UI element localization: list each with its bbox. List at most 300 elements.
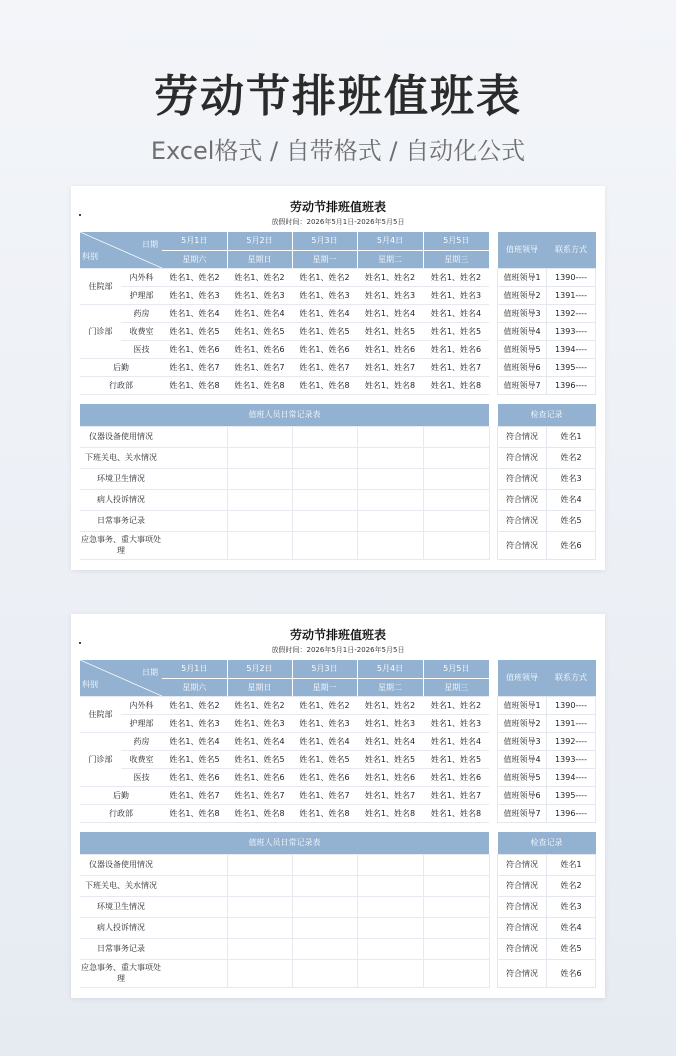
log-entry-cell (162, 896, 227, 917)
staff-cell: 姓名1、姓名4 (423, 304, 489, 322)
leader-contact-table (497, 232, 596, 395)
weekday-header: 星期三 (423, 250, 489, 268)
daily-log-table (80, 832, 490, 988)
log-item-label: 下班关电、关水情况 (80, 447, 162, 468)
log-item-label: 应急事务、重大事项处理 (80, 959, 162, 987)
staff-cell: 姓名1、姓名2 (162, 268, 227, 286)
log-entry-cell (227, 917, 292, 938)
log-entry-cell (292, 510, 357, 531)
table-row (80, 358, 489, 376)
staff-cell: 姓名1、姓名7 (227, 786, 292, 804)
staff-cell: 姓名1、姓名8 (162, 376, 227, 394)
log-item-label: 日常事务记录 (80, 510, 162, 531)
hero-subtitle: Excel格式 / 自带格式 / 自动化公式 (150, 137, 526, 165)
leader-name: 值班领导7 (498, 804, 547, 822)
leader-header: 值班领导 (498, 660, 547, 696)
leader-name: 值班领导7 (498, 376, 547, 394)
department-cell: 门诊部 (80, 304, 121, 358)
log-entry-cell (292, 489, 357, 510)
checker-name: 姓名5 (547, 938, 596, 959)
staff-cell: 姓名1、姓名3 (162, 714, 227, 732)
log-entry-cell (227, 510, 292, 531)
list-item (498, 917, 596, 938)
table-row (80, 322, 489, 340)
checker-name: 姓名4 (547, 917, 596, 938)
check-status: 符合情况 (498, 489, 547, 510)
leader-name: 值班领导2 (498, 714, 547, 732)
leader-name: 值班领导5 (498, 768, 547, 786)
staff-cell: 姓名1、姓名5 (357, 322, 423, 340)
staff-cell: 姓名1、姓名2 (292, 268, 357, 286)
department-cell: 后勤 (80, 786, 162, 804)
staff-cell: 姓名1、姓名4 (357, 304, 423, 322)
check-status: 符合情况 (498, 426, 547, 447)
staff-cell: 姓名1、姓名2 (292, 696, 357, 714)
staff-cell: 姓名1、姓名5 (227, 322, 292, 340)
log-entry-cell (292, 854, 357, 875)
table-row (80, 917, 489, 938)
log-entry-cell (357, 917, 423, 938)
staff-cell: 姓名1、姓名5 (357, 750, 423, 768)
staff-cell: 姓名1、姓名7 (292, 358, 357, 376)
list-item (498, 854, 596, 875)
department-cell: 后勤 (80, 358, 162, 376)
department-cell: 行政部 (80, 804, 162, 822)
sheet-title: 劳动节排班值班表 (289, 200, 386, 214)
log-entry-cell (423, 531, 489, 559)
staff-cell: 姓名1、姓名6 (162, 340, 227, 358)
weekday-header: 星期二 (357, 250, 423, 268)
staff-cell: 姓名1、姓名8 (227, 376, 292, 394)
leader-phone: 1392---- (547, 304, 596, 322)
table-row (80, 286, 489, 304)
list-item (498, 896, 596, 917)
staff-cell: 姓名1、姓名8 (292, 804, 357, 822)
check-status: 符合情况 (498, 938, 547, 959)
leader-name: 值班领导6 (498, 786, 547, 804)
section-cell: 内外科 (121, 696, 162, 714)
staff-cell: 姓名1、姓名3 (227, 286, 292, 304)
list-item (498, 358, 596, 376)
leader-phone: 1396---- (547, 804, 596, 822)
leader-phone: 1392---- (547, 732, 596, 750)
log-entry-cell (227, 531, 292, 559)
staff-cell: 姓名1、姓名5 (162, 322, 227, 340)
table-row (80, 268, 489, 286)
check-status: 符合情况 (498, 896, 547, 917)
staff-cell: 姓名1、姓名4 (292, 732, 357, 750)
list-item (498, 959, 596, 987)
schedule-sheet-preview (71, 614, 605, 998)
staff-cell: 姓名1、姓名8 (292, 376, 357, 394)
daily-log-table (80, 404, 490, 560)
log-entry-cell (423, 489, 489, 510)
log-entry-cell (227, 854, 292, 875)
log-entry-cell (423, 854, 489, 875)
log-entry-cell (357, 896, 423, 917)
list-item (498, 750, 596, 768)
leader-phone: 1396---- (547, 376, 596, 394)
check-header: 检查记录 (498, 404, 596, 426)
log-entry-cell (357, 426, 423, 447)
list-item (498, 714, 596, 732)
list-item (498, 322, 596, 340)
log-entry-cell (162, 917, 227, 938)
log-header: 值班人员日常记录表 (80, 832, 489, 854)
staff-cell: 姓名1、姓名4 (227, 304, 292, 322)
log-entry-cell (292, 426, 357, 447)
log-entry-cell (227, 959, 292, 987)
staff-cell: 姓名1、姓名3 (227, 714, 292, 732)
checker-name: 姓名3 (547, 896, 596, 917)
staff-cell: 姓名1、姓名7 (423, 358, 489, 376)
list-item (498, 531, 596, 559)
table-row (80, 959, 489, 987)
log-entry-cell (292, 875, 357, 896)
staff-cell: 姓名1、姓名5 (227, 750, 292, 768)
log-entry-cell (227, 426, 292, 447)
staff-cell: 姓名1、姓名3 (423, 714, 489, 732)
leader-phone: 1394---- (547, 340, 596, 358)
log-entry-cell (357, 468, 423, 489)
log-entry-cell (357, 938, 423, 959)
table-row (80, 804, 489, 822)
log-entry-cell (423, 875, 489, 896)
table-row (80, 786, 489, 804)
section-cell: 医技 (121, 768, 162, 786)
holiday-period: 放假时间：2026年5月1日-2026年5月5日 (271, 646, 405, 654)
sheet-title: 劳动节排班值班表 (289, 628, 386, 642)
table-row (80, 304, 489, 322)
table-row (80, 896, 489, 917)
log-entry-cell (423, 959, 489, 987)
table-row (80, 426, 489, 447)
staff-cell: 姓名1、姓名5 (292, 750, 357, 768)
staff-cell: 姓名1、姓名6 (423, 768, 489, 786)
staff-cell: 姓名1、姓名2 (357, 268, 423, 286)
staff-cell: 姓名1、姓名4 (227, 732, 292, 750)
list-item (498, 732, 596, 750)
date-header: 5月3日 (292, 660, 357, 678)
leader-name: 值班领导1 (498, 696, 547, 714)
log-entry-cell (423, 426, 489, 447)
schedule-table (80, 232, 489, 395)
list-item (498, 938, 596, 959)
staff-cell: 姓名1、姓名3 (357, 286, 423, 304)
corner-category-label: 科别 (82, 251, 98, 261)
leader-name: 值班领导3 (498, 304, 547, 322)
log-entry-cell (162, 531, 227, 559)
list-item (498, 786, 596, 804)
log-entry-cell (357, 510, 423, 531)
table-row (80, 447, 489, 468)
section-cell: 内外科 (121, 268, 162, 286)
log-entry-cell (162, 959, 227, 987)
leader-name: 值班领导3 (498, 732, 547, 750)
log-entry-cell (227, 489, 292, 510)
table-row (80, 732, 489, 750)
staff-cell: 姓名1、姓名6 (162, 768, 227, 786)
table-row (80, 875, 489, 896)
department-cell: 住院部 (80, 268, 121, 304)
log-item-label: 仪器设备使用情况 (80, 426, 162, 447)
weekday-header: 星期日 (227, 250, 292, 268)
list-item (498, 340, 596, 358)
log-entry-cell (423, 468, 489, 489)
list-item (498, 804, 596, 822)
log-entry-cell (162, 510, 227, 531)
check-status: 符合情况 (498, 959, 547, 987)
leader-phone: 1391---- (547, 714, 596, 732)
staff-cell: 姓名1、姓名8 (357, 804, 423, 822)
staff-cell: 姓名1、姓名6 (423, 340, 489, 358)
date-header: 5月1日 (162, 660, 227, 678)
weekday-header: 星期一 (292, 250, 357, 268)
log-entry-cell (357, 854, 423, 875)
log-entry-cell (162, 489, 227, 510)
log-item-label: 应急事务、重大事项处理 (80, 531, 162, 559)
checker-name: 姓名2 (547, 875, 596, 896)
staff-cell: 姓名1、姓名2 (162, 696, 227, 714)
leader-phone: 1395---- (547, 358, 596, 376)
weekday-header: 星期日 (227, 678, 292, 696)
log-item-label: 仪器设备使用情况 (80, 854, 162, 875)
department-cell: 门诊部 (80, 732, 121, 786)
staff-cell: 姓名1、姓名3 (357, 714, 423, 732)
staff-cell: 姓名1、姓名7 (162, 786, 227, 804)
corner-category-label: 科别 (82, 679, 98, 689)
department-cell: 住院部 (80, 696, 121, 732)
leader-header: 值班领导 (498, 232, 547, 268)
table-row (80, 531, 489, 559)
staff-cell: 姓名1、姓名5 (423, 750, 489, 768)
list-item (498, 447, 596, 468)
date-header: 5月4日 (357, 232, 423, 250)
leader-name: 值班领导4 (498, 322, 547, 340)
holiday-period: 放假时间：2026年5月1日-2026年5月5日 (271, 218, 405, 226)
log-entry-cell (292, 938, 357, 959)
list-item (498, 510, 596, 531)
header-corner (80, 660, 162, 696)
corner-date-label: 日期 (142, 240, 158, 249)
log-item-label: 日常事务记录 (80, 938, 162, 959)
log-entry-cell (162, 854, 227, 875)
log-entry-cell (423, 896, 489, 917)
check-status: 符合情况 (498, 468, 547, 489)
staff-cell: 姓名1、姓名8 (423, 804, 489, 822)
staff-cell: 姓名1、姓名3 (162, 286, 227, 304)
date-header: 5月2日 (227, 660, 292, 678)
leader-phone: 1393---- (547, 750, 596, 768)
list-item (498, 426, 596, 447)
leader-contact-table (497, 660, 596, 823)
log-entry-cell (357, 875, 423, 896)
date-header: 5月4日 (357, 660, 423, 678)
table-row (80, 714, 489, 732)
header-corner (80, 232, 162, 268)
staff-cell: 姓名1、姓名2 (423, 268, 489, 286)
staff-cell: 姓名1、姓名6 (292, 340, 357, 358)
check-status: 符合情况 (498, 875, 547, 896)
weekday-header: 星期六 (162, 678, 227, 696)
section-cell: 药房 (121, 732, 162, 750)
staff-cell: 姓名1、姓名4 (292, 304, 357, 322)
checker-name: 姓名2 (547, 447, 596, 468)
staff-cell: 姓名1、姓名2 (357, 696, 423, 714)
log-entry-cell (292, 468, 357, 489)
table-row (80, 468, 489, 489)
log-header: 值班人员日常记录表 (80, 404, 489, 426)
log-entry-cell (292, 959, 357, 987)
log-entry-cell (227, 875, 292, 896)
list-item (498, 304, 596, 322)
weekday-header: 星期一 (292, 678, 357, 696)
date-header: 5月2日 (227, 232, 292, 250)
weekday-header: 星期六 (162, 250, 227, 268)
weekday-header: 星期三 (423, 678, 489, 696)
leader-name: 值班领导2 (498, 286, 547, 304)
leader-name: 值班领导5 (498, 340, 547, 358)
section-cell: 收费室 (121, 750, 162, 768)
log-entry-cell (423, 447, 489, 468)
staff-cell: 姓名1、姓名6 (357, 768, 423, 786)
log-entry-cell (357, 531, 423, 559)
date-header: 5月5日 (423, 660, 489, 678)
log-item-label: 下班关电、关水情况 (80, 875, 162, 896)
check-status: 符合情况 (498, 447, 547, 468)
checker-name: 姓名1 (547, 854, 596, 875)
list-item (498, 768, 596, 786)
staff-cell: 姓名1、姓名5 (162, 750, 227, 768)
schedule-table (80, 660, 489, 823)
log-item-label: 病人投诉情况 (80, 917, 162, 938)
check-record-table (497, 404, 596, 560)
log-item-label: 病人投诉情况 (80, 489, 162, 510)
staff-cell: 姓名1、姓名8 (162, 804, 227, 822)
check-status: 符合情况 (498, 510, 547, 531)
checker-name: 姓名1 (547, 426, 596, 447)
check-record-table (497, 832, 596, 988)
staff-cell: 姓名1、姓名4 (162, 304, 227, 322)
staff-cell: 姓名1、姓名7 (292, 786, 357, 804)
staff-cell: 姓名1、姓名3 (423, 286, 489, 304)
list-item (498, 468, 596, 489)
date-header: 5月3日 (292, 232, 357, 250)
log-entry-cell (227, 468, 292, 489)
leader-phone: 1390---- (547, 268, 596, 286)
section-cell: 药房 (121, 304, 162, 322)
hero-banner (0, 70, 676, 166)
checker-name: 姓名5 (547, 510, 596, 531)
log-entry-cell (292, 531, 357, 559)
staff-cell: 姓名1、姓名7 (423, 786, 489, 804)
log-entry-cell (292, 917, 357, 938)
staff-cell: 姓名1、姓名4 (357, 732, 423, 750)
staff-cell: 姓名1、姓名5 (423, 322, 489, 340)
leader-name: 值班领导4 (498, 750, 547, 768)
staff-cell: 姓名1、姓名6 (357, 340, 423, 358)
staff-cell: 姓名1、姓名5 (292, 322, 357, 340)
schedule-sheet-preview (71, 186, 605, 570)
department-cell: 行政部 (80, 376, 162, 394)
staff-cell: 姓名1、姓名7 (357, 786, 423, 804)
leader-phone: 1390---- (547, 696, 596, 714)
leader-phone: 1391---- (547, 286, 596, 304)
list-item (498, 268, 596, 286)
weekday-header: 星期二 (357, 678, 423, 696)
staff-cell: 姓名1、姓名3 (292, 286, 357, 304)
contact-header: 联系方式 (547, 660, 596, 696)
staff-cell: 姓名1、姓名3 (292, 714, 357, 732)
table-row (80, 768, 489, 786)
check-status: 符合情况 (498, 854, 547, 875)
leader-name: 值班领导6 (498, 358, 547, 376)
list-item (498, 875, 596, 896)
check-status: 符合情况 (498, 917, 547, 938)
table-row (80, 696, 489, 714)
log-entry-cell (423, 510, 489, 531)
staff-cell: 姓名1、姓名2 (227, 268, 292, 286)
table-row (80, 938, 489, 959)
staff-cell: 姓名1、姓名8 (227, 804, 292, 822)
staff-cell: 姓名1、姓名2 (227, 696, 292, 714)
checker-name: 姓名6 (547, 959, 596, 987)
list-item (498, 696, 596, 714)
log-entry-cell (423, 938, 489, 959)
log-entry-cell (292, 447, 357, 468)
table-row (80, 854, 489, 875)
checker-name: 姓名3 (547, 468, 596, 489)
log-entry-cell (227, 447, 292, 468)
checker-name: 姓名6 (547, 531, 596, 559)
log-entry-cell (357, 489, 423, 510)
table-row (80, 510, 489, 531)
staff-cell: 姓名1、姓名8 (357, 376, 423, 394)
staff-cell: 姓名1、姓名8 (423, 376, 489, 394)
check-header: 检查记录 (498, 832, 596, 854)
log-item-label: 环境卫生情况 (80, 468, 162, 489)
log-entry-cell (227, 938, 292, 959)
leader-phone: 1393---- (547, 322, 596, 340)
list-item (498, 286, 596, 304)
date-header: 5月1日 (162, 232, 227, 250)
list-item (498, 376, 596, 394)
contact-header: 联系方式 (547, 232, 596, 268)
leader-name: 值班领导1 (498, 268, 547, 286)
log-entry-cell (292, 896, 357, 917)
corner-date-label: 日期 (142, 668, 158, 677)
log-entry-cell (357, 447, 423, 468)
table-row (80, 376, 489, 394)
log-entry-cell (162, 426, 227, 447)
section-cell: 护理部 (121, 714, 162, 732)
section-cell: 医技 (121, 340, 162, 358)
staff-cell: 姓名1、姓名4 (423, 732, 489, 750)
log-entry-cell (162, 447, 227, 468)
list-item (498, 489, 596, 510)
check-status: 符合情况 (498, 531, 547, 559)
leader-phone: 1395---- (547, 786, 596, 804)
log-entry-cell (162, 938, 227, 959)
staff-cell: 姓名1、姓名6 (292, 768, 357, 786)
table-row (80, 750, 489, 768)
log-entry-cell (162, 875, 227, 896)
log-entry-cell (162, 468, 227, 489)
checker-name: 姓名4 (547, 489, 596, 510)
staff-cell: 姓名1、姓名6 (227, 768, 292, 786)
staff-cell: 姓名1、姓名7 (357, 358, 423, 376)
section-cell: 收费室 (121, 322, 162, 340)
